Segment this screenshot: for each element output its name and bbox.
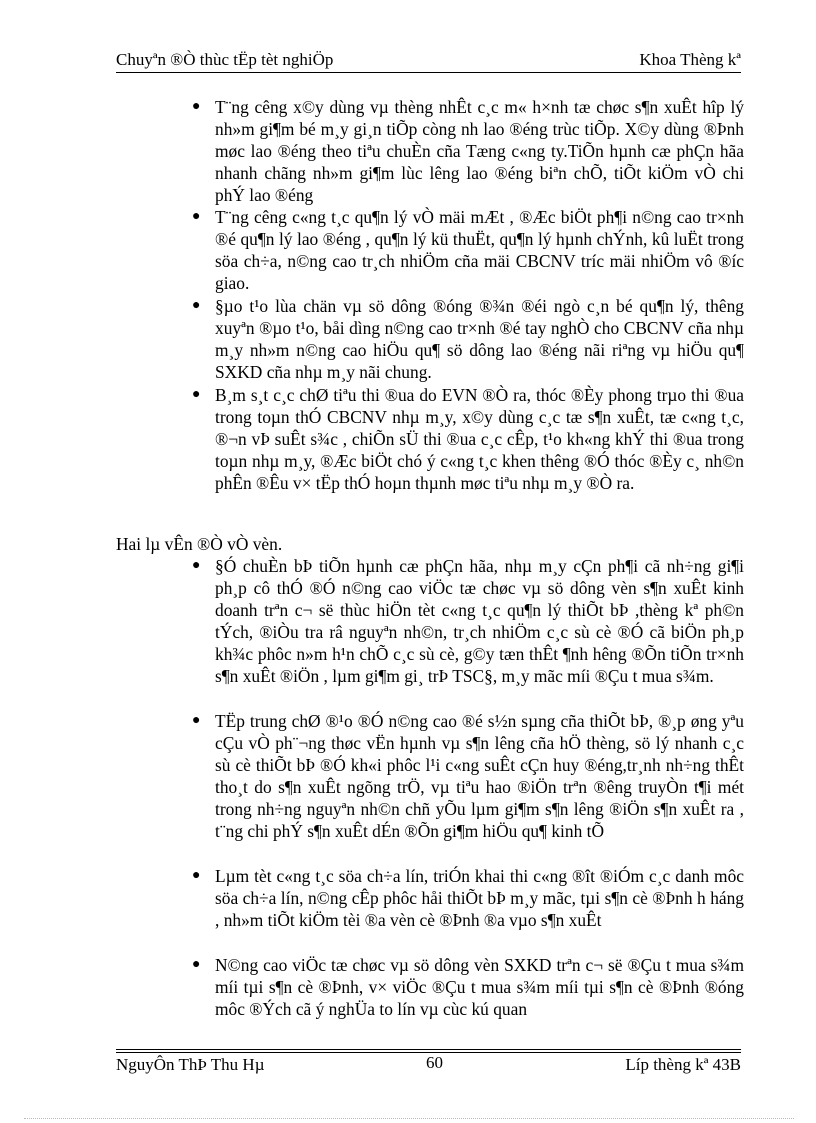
- bullet-icon: ●: [192, 298, 201, 313]
- bullet-icon: ●: [192, 713, 201, 728]
- page-edge: [24, 1118, 794, 1119]
- bullet-icon: ●: [192, 387, 201, 402]
- bullet-icon: ●: [192, 868, 201, 883]
- list-item-text: Lµm tèt c«ng t¸c söa ch÷a lín, triÓn khai thi c«ng ®ît ®iÓm c¸c danh môc söa ch÷a lín, n©ng cÊp phôc håi thiÕt bÞ m¸y mãc, tµi s¶n cè ®Þnh h háng , nh»m tiÕt kiÖm tèi ®a vèn cè ®Þnh ®a vµo s¶n xuÊt: [215, 866, 744, 931]
- list-item: [192, 295, 744, 384]
- list-item: [192, 954, 744, 1020]
- bullet-list-section-2: [192, 555, 744, 1020]
- page-footer: [116, 1055, 741, 1079]
- list-item-text: N©ng cao viÖc tæ chøc vµ sö dông vèn SXKD trªn c¬ së ®Çu t mua s¾m míi tµi s¶n cè ®Þnh, v× viÖc ®Çu t mua s¾m míi tµi s¶n cè ®Þnh ®óng môc ®Ých cã ý nghÜa to lín vµ cùc kú quan: [215, 955, 744, 1020]
- page-number: 60: [426, 1053, 443, 1072]
- list-item-text: §Ó chuÈn bÞ tiÕn hµnh cæ phÇn hãa, nhµ m¸y cÇn ph¶i cã nh÷ng gi¶i ph¸p cô thÓ ®Ó n©ng cao viÖc tæ chøc vµ sö dông vèn s¶n xuÊt kinh doanh trªn c¬ së thùc hiÖn tèt c«ng t¸c qu¶n lý thiÕt bÞ ,thèng kª ph©n tÝch, ®iÒu tra râ nguyªn nh©n, tr¸ch nhiÖm c¸c sù cè ®Ó cã biÖn ph¸p kh¾c phôc n»m h¹n chÕ c¸c sù cè, g©y tæn thÊt ¶nh hêng ®Õn tiÕn tr×nh s¶n xuÊt ®iÖn , lµm gi¶m gi¸ trÞ TSC§, m¸y mãc míi ®Çu t mua s¾m.: [215, 556, 744, 687]
- header-department: Khoa Thèng kª: [639, 50, 741, 69]
- list-item: [192, 206, 744, 295]
- header-title: Chuyªn ®Ò thùc tËp tèt nghiÖp: [116, 50, 334, 69]
- list-item: [192, 555, 744, 710]
- list-item-text: T¨ng cêng x©y dùng vµ thèng nhÊt c¸c m« h×nh tæ chøc s¶n xuÊt hîp lý nh»m gi¶m bé m¸y gi¸n tiÕp còng nh lao ®éng trùc tiÕp. X©y dùng ®Þnh møc lao ®éng theo tiªu chuÈn cña Tæng c«ng ty.TiÕn hµnh cæ phÇn hãa nhanh chãng nh»m gi¶m lùc lêng lao ®éng biªn chÕ, tiÕt kiÖm vÒ chi phÝ lao ®éng: [215, 97, 744, 206]
- footer-class: Líp thèng kª 43B: [625, 1055, 741, 1074]
- header-rule: [116, 72, 741, 73]
- bullet-list-section-1: [192, 96, 744, 494]
- bullet-icon: ●: [192, 99, 201, 114]
- footer-rule: [116, 1049, 741, 1050]
- list-item-text: T¨ng cêng c«ng t¸c qu¶n lý vÒ mäi mÆt , ®Æc biÖt ph¶i n©ng cao tr×nh ®é qu¶n lý lao ®éng , qu¶n lý kü thuËt, qu¶n lý hµnh chÝnh, kû luËt trong söa ch÷a, n©ng cao tr¸ch nhiÖm cña mäi CBCNV tríc mäi nhiÖm vô ®íc giao.: [215, 207, 744, 294]
- footer-author: NguyÔn ThÞ Thu Hµ: [116, 1055, 265, 1074]
- section-heading: Hai lµ vÊn ®Ò vÒ vèn.: [116, 534, 283, 554]
- bullet-icon: ●: [192, 957, 201, 972]
- list-item-text: §µo t¹o lùa chän vµ sö dông ®óng ®¾n ®éi ngò c¸n bé qu¶n lý, thêng xuyªn ®µo t¹o, båi dìng n©ng cao tr×nh ®é tay nghÒ cho CBCNV cña nhµ m¸y nh»m n©ng cao hiÖu qu¶ sö dông lao ®éng nãi riªng vµ hiÖu qu¶ SXKD cña nhµ m¸y nãi chung.: [215, 296, 744, 383]
- list-item: [192, 96, 744, 206]
- bullet-icon: ●: [192, 209, 201, 224]
- page-header: [116, 50, 741, 72]
- list-item-text: TËp trung chØ ®¹o ®Ó n©ng cao ®é s½n sµng cña thiÕt bÞ, ®¸p øng yªu cÇu vÒ ph¨¬ng thøc vËn hµnh vµ s¶n lêng cña hÖ thèng, sö lý nhanh c¸c sù cè thiÕt bÞ ®Ó kh«i phôc l¹i c«ng suÊt cÇn huy ®éng,tr¸nh nh÷ng thÊt tho¸t do s¶n xuÊt ngõng trÖ, vµ tiªu hao ®iÖn trªn ®êng truyÒn t¶i mét trong nh÷ng nguyªn nh©n chñ yÕu lµm gi¶m s¶n lêng ®iÖn s¶n xuÊt ra , t¨ng chi phÝ s¶n xuÊt dÉn ®Õn gi¶m hiÖu qu¶ kinh tÕ: [215, 711, 744, 842]
- list-item-text: B¸m s¸t c¸c chØ tiªu thi ®ua do EVN ®Ò ra, thóc ®Èy phong trµo thi ®ua trong toµn thÓ CBCNV nhµ m¸y, x©y dùng c¸c tæ s¶n xuÊt, tæ c«ng t¸c, ®¬n vÞ suÊt s¾c , chiÕn sÜ thi ®ua c¸c cÊp, t¹o kh«ng khÝ thi ®ua trong toµn nhµ m¸y, ®Æc biÖt chó ý c«ng t¸c khen thêng ®Ó thóc ®Èy c¸ nh©n phÊn ®Êu v× tËp thÓ hoµn thµnh møc tiªu nhµ m¸y ®Ò ra.: [215, 385, 744, 494]
- list-item: [192, 710, 744, 865]
- list-item: [192, 384, 744, 494]
- bullet-icon: ●: [192, 558, 201, 573]
- list-item: [192, 865, 744, 954]
